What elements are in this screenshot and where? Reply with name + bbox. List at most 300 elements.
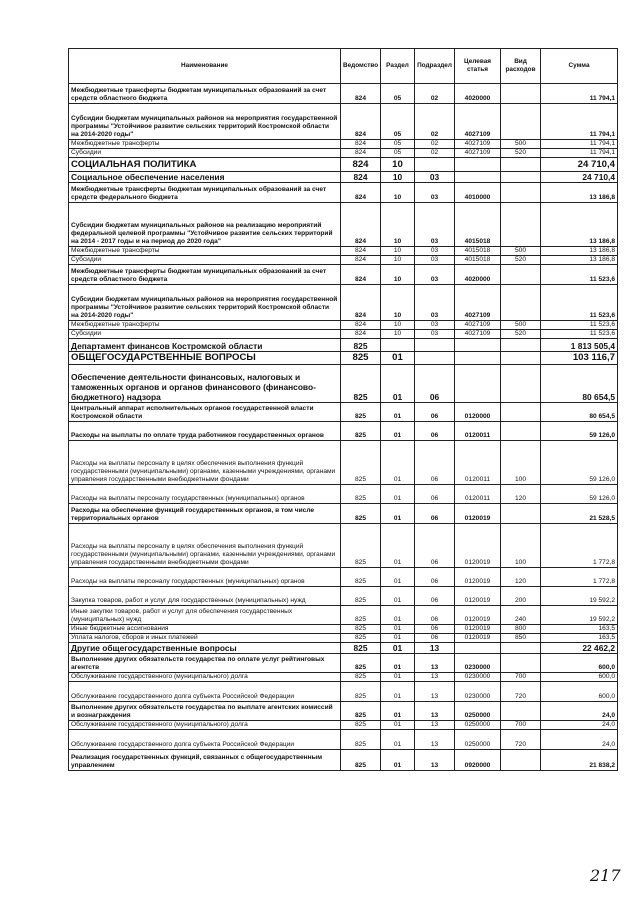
cell-target: 0120000 (455, 403, 501, 422)
cell-type: 520 (501, 149, 541, 158)
cell-section: 10 (381, 203, 415, 247)
cell-target: 4015018 (455, 256, 501, 265)
cell-department: 825 (341, 524, 381, 568)
table-row (69, 702, 618, 721)
cell-section: 10 (381, 158, 415, 172)
cell-department: 824 (341, 330, 381, 339)
cell-amount: 24,0 (541, 730, 618, 750)
cell-department: 825 (341, 721, 381, 730)
cell-section: 01 (381, 606, 415, 625)
cell-type: 500 (501, 321, 541, 330)
cell-department: 825 (341, 339, 381, 352)
table-row (69, 643, 618, 654)
cell-department: 824 (341, 285, 381, 321)
table-row (69, 285, 618, 321)
table-row (69, 104, 618, 140)
cell-amount: 13 186,8 (541, 247, 618, 256)
cell-section: 01 (381, 422, 415, 441)
cell-amount: 163,5 (541, 625, 618, 634)
cell-section (381, 339, 415, 352)
cell-section: 01 (381, 365, 415, 403)
cell-target: 0230000 (455, 654, 501, 673)
cell-target: 0250000 (455, 702, 501, 721)
cell-amount: 600,0 (541, 673, 618, 682)
table-row (69, 365, 618, 403)
table-row (69, 625, 618, 634)
cell-section: 01 (381, 654, 415, 673)
cell-target: 0120019 (455, 587, 501, 606)
cell-amount: 11 794,1 (541, 149, 618, 158)
cell-subsection: 03 (415, 321, 455, 330)
cell-type (501, 203, 541, 247)
cell-target (455, 339, 501, 352)
cell-type (501, 654, 541, 673)
cell-name: Межбюджетные трансферты бюджетам муниципальных образований за счет средств областного бюджета (69, 265, 341, 285)
cell-target: 0120011 (455, 422, 501, 441)
cell-type (501, 403, 541, 422)
cell-name: Выполнение других обязательств государства по оплате услуг рейтинговых агентств (69, 654, 341, 673)
cell-amount: 21 838,2 (541, 750, 618, 771)
cell-department: 825 (341, 587, 381, 606)
cell-subsection: 13 (415, 721, 455, 730)
cell-type (501, 183, 541, 203)
table-row (69, 403, 618, 422)
cell-amount: 600,0 (541, 654, 618, 673)
cell-type (501, 352, 541, 365)
cell-section: 10 (381, 321, 415, 330)
cell-type: 850 (501, 634, 541, 643)
cell-type: 100 (501, 441, 541, 485)
cell-amount: 24 710,4 (541, 172, 618, 183)
cell-department: 825 (341, 365, 381, 403)
cell-section: 10 (381, 183, 415, 203)
cell-name: Центральный аппарат исполнительных органов государственной власти Костромской области (69, 403, 341, 422)
cell-section: 10 (381, 172, 415, 183)
cell-target: 4010000 (455, 183, 501, 203)
cell-type: 500 (501, 247, 541, 256)
cell-target: 0250000 (455, 721, 501, 730)
cell-subsection (415, 339, 455, 352)
header-subsection: Подраздел (415, 49, 455, 84)
cell-department: 824 (341, 104, 381, 140)
cell-subsection: 06 (415, 403, 455, 422)
header-department: Ведомство (341, 49, 381, 84)
cell-type (501, 643, 541, 654)
cell-target (455, 352, 501, 365)
cell-type: 520 (501, 256, 541, 265)
cell-subsection: 06 (415, 365, 455, 403)
cell-target (455, 172, 501, 183)
cell-department: 825 (341, 422, 381, 441)
cell-name: Межбюджетные трансферты бюджетам муниципальных образований за счет средств федерального бюджета (69, 183, 341, 203)
cell-section: 01 (381, 643, 415, 654)
cell-name: Расходы на выплаты персоналу в целях обеспечения выполнения функций государственными (муниципальными) органами, казенными учреждениями, органами управления государственными внебюджетными фондами (69, 441, 341, 485)
cell-name: Обслуживание государственного (муниципального) долга (69, 673, 341, 682)
cell-department: 824 (341, 203, 381, 247)
cell-amount: 19 592,2 (541, 606, 618, 625)
cell-name: Обеспечение деятельности финансовых, налоговых и таможенных органов и органов финансового (финансово-бюджетного) надзора (69, 365, 341, 403)
cell-target: 0120011 (455, 441, 501, 485)
cell-section: 05 (381, 149, 415, 158)
header-target: Целевая статья (455, 49, 501, 84)
cell-target (455, 158, 501, 172)
cell-department: 824 (341, 183, 381, 203)
cell-section: 01 (381, 682, 415, 702)
cell-name: Обслуживание государственного долга субъекта Российской Федерации (69, 682, 341, 702)
cell-type: 240 (501, 606, 541, 625)
cell-section: 01 (381, 403, 415, 422)
cell-department: 825 (341, 682, 381, 702)
cell-name: Межбюджетные трансферты (69, 140, 341, 149)
header-amount: Сумма (541, 49, 618, 84)
cell-name: Межбюджетные трансферты бюджетам муниципальных образований за счет средств областного бюджета (69, 84, 341, 104)
cell-department: 825 (341, 634, 381, 643)
cell-target: 4020000 (455, 265, 501, 285)
cell-subsection: 13 (415, 654, 455, 673)
table-row (69, 183, 618, 203)
cell-amount: 24,0 (541, 721, 618, 730)
table-row (69, 568, 618, 587)
cell-subsection: 06 (415, 634, 455, 643)
cell-target: 0120019 (455, 606, 501, 625)
cell-name: Субсидии бюджетам муниципальных районов на реализацию мероприятий федеральной целевой программы "Устойчивое развитие сельских территорий на 2014 - 2017 годы и на период до 2020 года" (69, 203, 341, 247)
cell-name: Расходы на выплаты персоналу в целях обеспечения выполнения функций государственными (муниципальными) органами, казенными учреждениями, органами управления государственными внебюджетными фондами (69, 524, 341, 568)
cell-name: Субсидии (69, 330, 341, 339)
cell-type (501, 422, 541, 441)
table-row (69, 140, 618, 149)
cell-section: 01 (381, 634, 415, 643)
table-row (69, 750, 618, 771)
cell-amount: 600,0 (541, 682, 618, 702)
table-row (69, 524, 618, 568)
cell-type (501, 339, 541, 352)
table-row (69, 730, 618, 750)
cell-subsection: 06 (415, 568, 455, 587)
budget-table (68, 48, 618, 771)
cell-department: 824 (341, 149, 381, 158)
cell-amount: 13 186,8 (541, 203, 618, 247)
cell-name: Межбюджетные трансферты (69, 247, 341, 256)
cell-type: 100 (501, 524, 541, 568)
cell-target: 4027109 (455, 321, 501, 330)
cell-subsection: 03 (415, 247, 455, 256)
budget-table-page (68, 48, 617, 771)
table-row (69, 203, 618, 247)
cell-department: 825 (341, 702, 381, 721)
cell-target: 4027109 (455, 285, 501, 321)
table-row (69, 422, 618, 441)
cell-type (501, 285, 541, 321)
cell-type (501, 702, 541, 721)
cell-amount: 22 462,2 (541, 643, 618, 654)
cell-subsection: 13 (415, 702, 455, 721)
table-row (69, 339, 618, 352)
cell-subsection: 03 (415, 183, 455, 203)
cell-type: 720 (501, 682, 541, 702)
cell-subsection: 06 (415, 441, 455, 485)
cell-subsection: 02 (415, 140, 455, 149)
cell-department: 824 (341, 265, 381, 285)
cell-department: 825 (341, 643, 381, 654)
cell-subsection: 02 (415, 104, 455, 140)
cell-subsection: 03 (415, 256, 455, 265)
cell-target: 0120019 (455, 504, 501, 524)
cell-name: Межбюджетные трансферты (69, 321, 341, 330)
cell-section: 01 (381, 568, 415, 587)
cell-subsection: 06 (415, 524, 455, 568)
cell-type (501, 104, 541, 140)
cell-target: 4015018 (455, 247, 501, 256)
cell-type: 200 (501, 587, 541, 606)
cell-department: 825 (341, 606, 381, 625)
cell-name: Обслуживание государственного (муниципального) долга (69, 721, 341, 730)
cell-section: 10 (381, 247, 415, 256)
cell-type: 720 (501, 730, 541, 750)
cell-subsection: 03 (415, 172, 455, 183)
cell-type: 500 (501, 140, 541, 149)
cell-subsection: 03 (415, 265, 455, 285)
cell-name: Субсидии бюджетам муниципальных районов на мероприятия государственной программы "Устойчивое развитие сельских территорий Костромской области на 2014-2020 годы" (69, 285, 341, 321)
cell-name: Реализация государственных функций, связанных с общегосударственным управлением (69, 750, 341, 771)
table-row (69, 673, 618, 682)
cell-target: 0250000 (455, 730, 501, 750)
cell-target: 4027109 (455, 104, 501, 140)
cell-department: 825 (341, 730, 381, 750)
cell-section: 01 (381, 441, 415, 485)
cell-section: 01 (381, 730, 415, 750)
cell-section: 05 (381, 104, 415, 140)
cell-type (501, 365, 541, 403)
cell-target: 0120019 (455, 634, 501, 643)
cell-target: 4020000 (455, 84, 501, 104)
cell-amount: 59 126,0 (541, 485, 618, 504)
cell-name: Уплата налогов, сборов и иных платежей (69, 634, 341, 643)
cell-section: 01 (381, 702, 415, 721)
cell-target: 4027109 (455, 330, 501, 339)
cell-department: 825 (341, 750, 381, 771)
cell-amount: 13 186,8 (541, 183, 618, 203)
cell-amount: 11 523,6 (541, 285, 618, 321)
cell-subsection: 06 (415, 422, 455, 441)
cell-department: 825 (341, 403, 381, 422)
table-row (69, 256, 618, 265)
cell-amount: 1 813 505,4 (541, 339, 618, 352)
table-row (69, 158, 618, 172)
cell-department: 824 (341, 84, 381, 104)
cell-section: 10 (381, 256, 415, 265)
cell-type: 120 (501, 485, 541, 504)
table-row (69, 84, 618, 104)
cell-name: Другие общегосударственные вопросы (69, 643, 341, 654)
table-row (69, 352, 618, 365)
cell-name: Расходы на выплаты по оплате труда работников государственных органов (69, 422, 341, 441)
table-row (69, 587, 618, 606)
cell-department: 825 (341, 673, 381, 682)
cell-department: 824 (341, 140, 381, 149)
header-type: Вид расходов (501, 49, 541, 84)
cell-section: 01 (381, 721, 415, 730)
cell-subsection: 13 (415, 643, 455, 654)
table-row (69, 265, 618, 285)
cell-name: Выполнение других обязательств государства по выплате агентских комиссий и вознаграждения (69, 702, 341, 721)
cell-section: 01 (381, 524, 415, 568)
cell-name: СОЦИАЛЬНАЯ ПОЛИТИКА (69, 158, 341, 172)
cell-amount: 11 794,1 (541, 140, 618, 149)
cell-amount: 11 523,6 (541, 321, 618, 330)
cell-subsection (415, 352, 455, 365)
cell-subsection: 06 (415, 606, 455, 625)
table-row (69, 321, 618, 330)
cell-amount: 24,0 (541, 702, 618, 721)
cell-department: 824 (341, 321, 381, 330)
cell-department: 824 (341, 256, 381, 265)
cell-amount: 163,5 (541, 634, 618, 643)
header-name: Наименование (69, 49, 341, 84)
cell-target: 0120019 (455, 524, 501, 568)
table-row (69, 485, 618, 504)
table-row (69, 682, 618, 702)
cell-target (455, 365, 501, 403)
table-row (69, 247, 618, 256)
cell-subsection: 03 (415, 285, 455, 321)
cell-subsection: 06 (415, 587, 455, 606)
cell-amount: 11 523,6 (541, 265, 618, 285)
cell-section: 10 (381, 330, 415, 339)
cell-amount: 24 710,4 (541, 158, 618, 172)
cell-type: 700 (501, 721, 541, 730)
cell-department: 825 (341, 625, 381, 634)
cell-type (501, 750, 541, 771)
cell-name: Иные закупки товаров, работ и услуг для обеспечения государственных (муниципальных) нужд (69, 606, 341, 625)
cell-subsection: 13 (415, 730, 455, 750)
cell-type (501, 504, 541, 524)
cell-subsection: 06 (415, 625, 455, 634)
cell-name: Расходы на выплаты персоналу государственных (муниципальных) органов (69, 568, 341, 587)
cell-name: Обслуживание государственного долга субъекта Российской Федерации (69, 730, 341, 750)
cell-section: 01 (381, 750, 415, 771)
cell-amount: 21 528,5 (541, 504, 618, 524)
table-row (69, 721, 618, 730)
cell-subsection: 03 (415, 203, 455, 247)
cell-name: Департамент финансов Костромской области (69, 339, 341, 352)
cell-amount: 103 116,7 (541, 352, 618, 365)
cell-section: 01 (381, 504, 415, 524)
cell-department: 825 (341, 485, 381, 504)
cell-amount: 11 523,6 (541, 330, 618, 339)
cell-section: 01 (381, 673, 415, 682)
cell-target: 0920000 (455, 750, 501, 771)
cell-department: 825 (341, 504, 381, 524)
cell-type (501, 84, 541, 104)
cell-type (501, 158, 541, 172)
cell-target: 4015018 (455, 203, 501, 247)
cell-name: Социальное обеспечение населения (69, 172, 341, 183)
cell-amount: 11 794,1 (541, 104, 618, 140)
cell-target: 0120019 (455, 568, 501, 587)
cell-amount: 1 772,8 (541, 524, 618, 568)
table-row (69, 149, 618, 158)
cell-department: 825 (341, 654, 381, 673)
cell-department: 824 (341, 158, 381, 172)
cell-name: Субсидии бюджетам муниципальных районов на мероприятия государственной программы "Устойчивое развитие сельских территорий Костромской области на 2014-2020 годы" (69, 104, 341, 140)
cell-target: 0120011 (455, 485, 501, 504)
cell-subsection: 03 (415, 330, 455, 339)
cell-target: 0230000 (455, 682, 501, 702)
cell-name: Расходы на выплаты персоналу государственных (муниципальных) органов (69, 485, 341, 504)
cell-target: 0230000 (455, 673, 501, 682)
cell-name: Иные бюджетные ассигнования (69, 625, 341, 634)
cell-department: 825 (341, 352, 381, 365)
cell-subsection: 02 (415, 84, 455, 104)
cell-target: 0120019 (455, 625, 501, 634)
cell-amount: 11 794,1 (541, 84, 618, 104)
cell-section: 01 (381, 587, 415, 606)
table-row (69, 654, 618, 673)
header-section: Раздел (381, 49, 415, 84)
cell-subsection: 13 (415, 673, 455, 682)
cell-name: ОБЩЕГОСУДАРСТВЕННЫЕ ВОПРОСЫ (69, 352, 341, 365)
cell-name: Субсидии (69, 256, 341, 265)
cell-department: 824 (341, 172, 381, 183)
cell-type: 700 (501, 673, 541, 682)
cell-section: 05 (381, 140, 415, 149)
cell-department: 825 (341, 441, 381, 485)
cell-name: Закупка товаров, работ и услуг для государственных (муниципальных) нужд (69, 587, 341, 606)
cell-section: 10 (381, 285, 415, 321)
cell-type: 120 (501, 568, 541, 587)
cell-target: 4027109 (455, 149, 501, 158)
cell-department: 825 (341, 568, 381, 587)
cell-amount: 19 592,2 (541, 587, 618, 606)
table-row (69, 441, 618, 485)
cell-subsection: 13 (415, 750, 455, 771)
cell-type: 520 (501, 330, 541, 339)
cell-type: 800 (501, 625, 541, 634)
cell-subsection (415, 158, 455, 172)
cell-subsection: 02 (415, 149, 455, 158)
cell-section: 05 (381, 84, 415, 104)
table-row (69, 330, 618, 339)
table-row (69, 634, 618, 643)
cell-section: 01 (381, 485, 415, 504)
cell-type (501, 265, 541, 285)
cell-amount: 13 186,8 (541, 256, 618, 265)
table-row (69, 172, 618, 183)
table-row (69, 606, 618, 625)
cell-amount: 1 772,8 (541, 568, 618, 587)
cell-section: 01 (381, 352, 415, 365)
table-row (69, 504, 618, 524)
cell-amount: 80 654,5 (541, 365, 618, 403)
cell-section: 10 (381, 265, 415, 285)
cell-name: Расходы на обеспечение функций государственных органов, в том числе территориальных органов (69, 504, 341, 524)
cell-subsection: 06 (415, 504, 455, 524)
cell-amount: 80 654,5 (541, 403, 618, 422)
cell-subsection: 13 (415, 682, 455, 702)
cell-target: 4027109 (455, 140, 501, 149)
page-number: 217 (590, 866, 621, 885)
cell-amount: 59 126,0 (541, 441, 618, 485)
cell-department: 824 (341, 247, 381, 256)
cell-type (501, 172, 541, 183)
cell-target (455, 643, 501, 654)
cell-subsection: 06 (415, 485, 455, 504)
cell-section: 01 (381, 625, 415, 634)
cell-amount: 59 126,0 (541, 422, 618, 441)
table-header-row (69, 49, 618, 84)
table-body (69, 84, 618, 771)
cell-name: Субсидии (69, 149, 341, 158)
